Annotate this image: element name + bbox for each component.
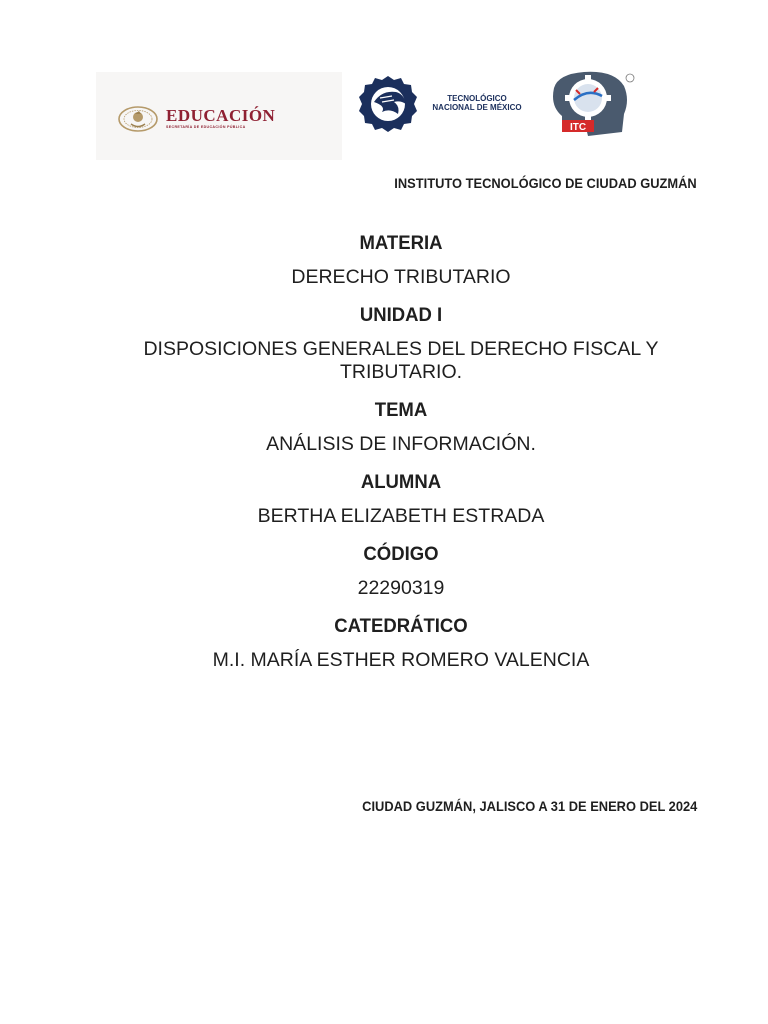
- logo-bar: [0, 0, 768, 170]
- itc-gear-emblem-icon: [548, 70, 640, 138]
- sep-logo-text: EDUCACIÓN: [166, 106, 276, 125]
- catedratico-label: CATEDRÁTICO: [334, 615, 468, 637]
- tecnm-logo-text: [420, 94, 534, 112]
- unidad-label: UNIDAD I: [359, 304, 443, 326]
- institute-name: INSTITUTO TECNOLÓGICO DE CIUDAD GUZMÁN: [394, 175, 697, 191]
- unidad-value-line1: DISPOSICIONES GENERALES DEL DERECHO FISCAL Y: [143, 338, 659, 360]
- itc-logo-text: ITC: [569, 122, 587, 133]
- tema-value: ANÁLISIS DE INFORMACIÓN.: [266, 433, 536, 455]
- codigo-label: CÓDIGO: [363, 543, 439, 565]
- cover-content: [110, 230, 692, 672]
- tecnm-logo: [356, 72, 538, 136]
- tecnm-emblem-icon: [356, 72, 420, 136]
- unidad-value-line2: TRIBUTARIO.: [339, 361, 463, 383]
- sep-logo: [96, 72, 342, 160]
- alumna-label: ALUMNA: [360, 471, 442, 493]
- itc-logo: [548, 70, 640, 138]
- catedratico-value: M.I. MARÍA ESTHER ROMERO VALENCIA: [212, 649, 590, 671]
- materia-label: MATERIA: [359, 232, 443, 254]
- mexican-seal-icon: [116, 104, 160, 134]
- tecnm-line2: NACIONAL DE MÉXICO: [432, 103, 522, 112]
- codigo-value: 22290319: [357, 577, 445, 599]
- tecnm-line1: TECNOLÓGICO: [447, 94, 507, 103]
- materia-value: DERECHO TRIBUTARIO: [291, 266, 511, 288]
- place-date: CIUDAD GUZMÁN, JALISCO A 31 DE ENERO DEL 2024: [361, 798, 697, 814]
- tema-label: TEMA: [374, 399, 428, 421]
- alumna-value: BERTHA ELIZABETH ESTRADA: [257, 505, 545, 527]
- sep-logo-subtext: SECRETARÍA DE EDUCACIÓN PÚBLICA: [166, 125, 246, 129]
